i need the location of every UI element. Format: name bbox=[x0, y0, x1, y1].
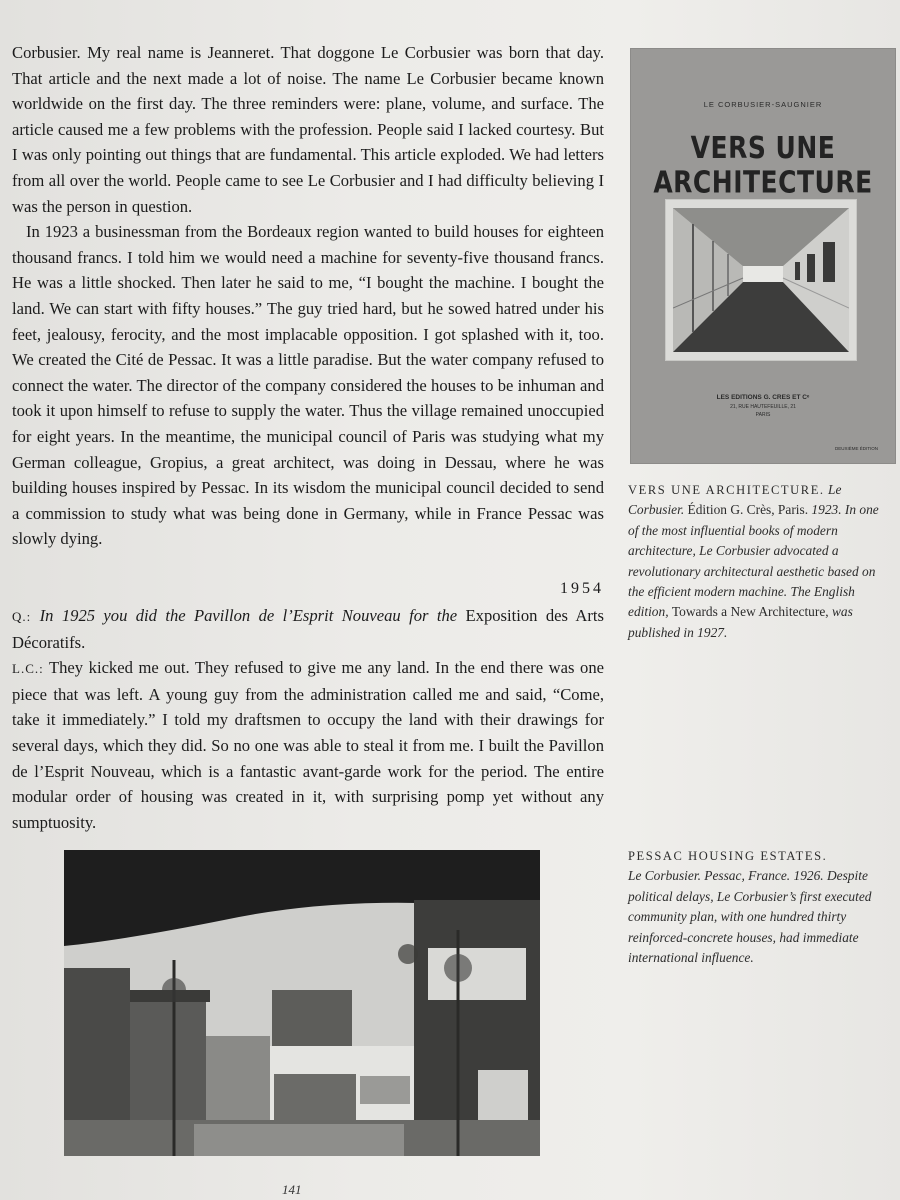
caption-1-text-b: Édition G. Crès, Paris. bbox=[687, 502, 809, 518]
caption-2-text: Le Corbusier. Pessac, France. 1926. Despite political delays, Le Corbusier’s first executed community plan, with one hundred thirty reinforced-concrete houses, had immediate international influence. bbox=[628, 868, 872, 966]
answer-text: They kicked me out. They refused to give me any land. In the end there was one piece that was left. A young guy from the administration called me and said, “Come, take it immediately.” I told my draftsmen to occupy the land with their drawings for several days, which they did. So no one was able to steal it from me. I built the Pavillon de l’Esprit Nouveau, which is a fantastic avant-garde work for the period. The entire modular order of housing was created in it, with surprising pomp yet without any sumptuosity. bbox=[12, 658, 604, 832]
question-text-italic: In 1925 you did the Pavillon de l’Esprit Nouveau for the bbox=[39, 606, 458, 625]
question-label: Q.: bbox=[12, 609, 32, 624]
book-cover-image bbox=[630, 48, 896, 464]
caption-1-text-a: Le Corbusier. bbox=[628, 482, 842, 518]
paragraph-1: Corbusier. My real name is Jeanneret. That doggone Le Corbusier was born that day. That article and the next made a lot of noise. The name Le Corbusier became known worldwide on the first day. The three reminders were: plane, volume, and surface. The article caused me a few problems with the profession. People said I lacked courtesy. But I was only pointing out things that are fundamental. This article exploded. We had letters from all over the world. People came to see Le Corbusier and I had difficulty believing I was the person in question. bbox=[12, 43, 604, 216]
cover-edition: DEUXIÈME ÉDITION bbox=[834, 446, 878, 451]
caption-1-text-c: 1923. In one of the most influential books of modern architecture, Le Corbusier advocated a revolutionary architectural aesthetic based on the efficient modern machine. The English edition, bbox=[628, 502, 879, 620]
cover-title: VERS UNE ARCHITECTURE bbox=[653, 130, 873, 200]
page-number: 141 bbox=[282, 1182, 302, 1197]
main-text-column bbox=[12, 40, 604, 552]
cover-publisher: LES EDITIONS G. CRES ET Cᵉ bbox=[716, 394, 810, 401]
interview-year: 1954 bbox=[560, 580, 604, 597]
pessac-housing-illustration bbox=[64, 850, 540, 1156]
pessac-photo bbox=[64, 850, 540, 1156]
answer bbox=[12, 655, 604, 835]
cover-corridor-photo bbox=[666, 200, 856, 360]
question-text-roman: Exposition des Arts Décoratifs. bbox=[12, 606, 604, 652]
corridor-illustration bbox=[673, 208, 849, 352]
answer-label: L.C.: bbox=[12, 661, 44, 677]
caption-1-text-d: Towards a New Architecture, bbox=[671, 604, 829, 620]
interview-block bbox=[12, 603, 604, 835]
paragraph-2: In 1923 a businessman from the Bordeaux region wanted to build houses for eighteen thousand francs. I told him we would need a machine for seventy-five thousand francs. He was a little shocked. Then later he said to me, “I bought the machine. I bought the land. We can start with fifty houses.” The guy tried hard, but he sowed hatred under his feet, jealousy, ferocity, and the most implacable opposition. I got splashed with it, too. We created the Cité de Pessac. It was a little paradise. But the water company refused to connect the water. The director of the company considered the houses to be inhuman and took it upon himself to refuse to supply the water. Thus the village remained unoccupied for eight years. In the meantime, the municipal council of Paris was studying what my German colleague, Gropius, a great architect, was doing in Dessau, where he was building houses inspired by Pessac. In its wisdom the municipal council decided to send a commission to study what was being done in Germany, while in France Pessac was slowly dying. bbox=[12, 222, 604, 549]
question bbox=[12, 603, 604, 655]
caption-2-title: PESSAC HOUSING ESTATES. bbox=[628, 849, 828, 863]
cover-address: 21, RUE HAUTEFEUILLE, 21 bbox=[730, 404, 796, 410]
cover-author: LE CORBUSIER-SAUGNIER bbox=[703, 100, 823, 109]
caption-1-text-e: was published in 1927. bbox=[628, 604, 853, 640]
cover-city: PARIS bbox=[755, 412, 771, 418]
caption-book-cover bbox=[628, 480, 890, 643]
caption-pessac bbox=[628, 846, 890, 968]
caption-1-title: VERS UNE ARCHITECTURE. bbox=[628, 483, 825, 497]
